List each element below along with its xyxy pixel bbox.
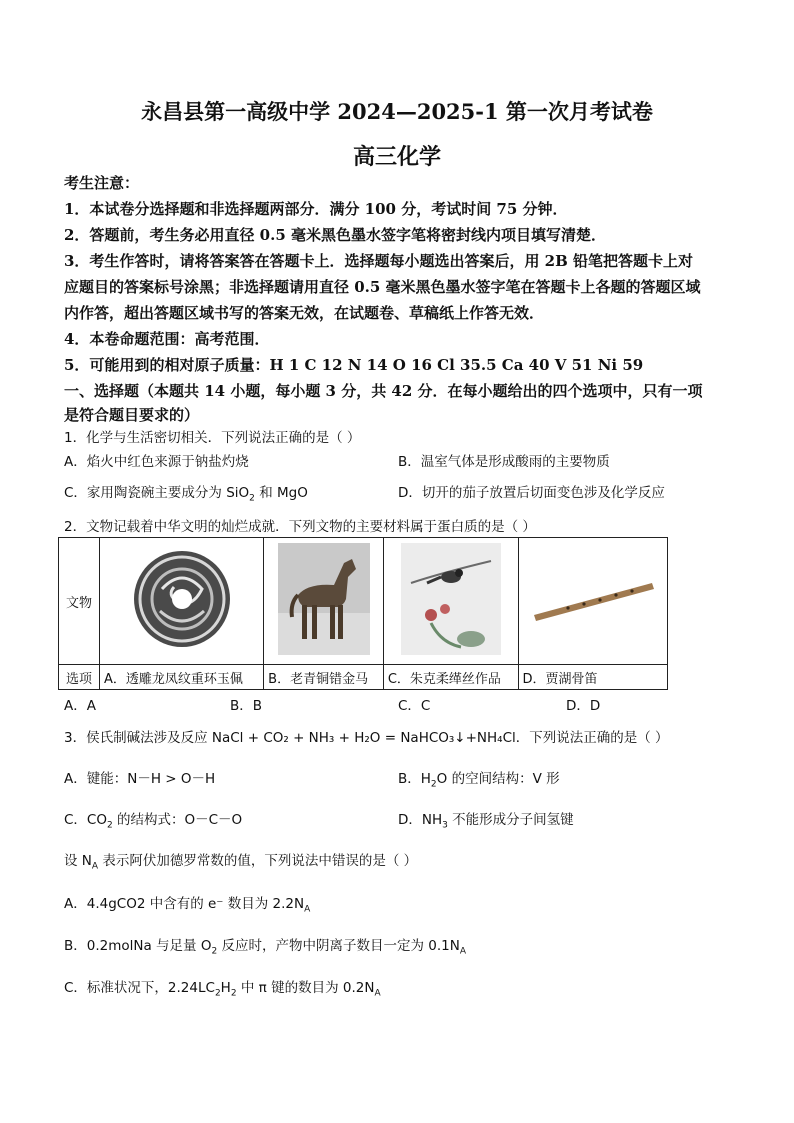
bronze-horse-icon <box>278 543 370 655</box>
q3-option-b: B．$H_2O$ 的空间结构：V 形 <box>398 771 560 790</box>
row-head-option: 选项 <box>59 665 100 690</box>
q4-option-c: C．标准状况下，$2.24LC_2H_2$ 中 π 键的数目为 $0.2N_A$ <box>64 980 381 999</box>
notice-item: 2．答题前，考生务必用直径 0.5 毫米黑色墨水签字笔将密封线内项目填写清楚． <box>64 226 606 244</box>
q2-stem: 2．文物记载着中华文明的灿烂成就．下列文物的主要材料属于蛋白质的是（ ） <box>64 519 536 535</box>
relic-caption-a: A．透雕龙凤纹重环玉佩 <box>100 665 264 690</box>
relic-image-horse <box>264 538 384 665</box>
relic-caption-b: B．老青铜错金马 <box>264 665 384 690</box>
q1-option-b: B．温室气体是形成酸雨的主要物质 <box>398 454 610 470</box>
q3-stem: 3．侯氏制碱法涉及反应 NaCl + CO₂ + NH₃ + H₂O = NaHCO₃↓+NH₄Cl．下列说法正确的是（ ） <box>64 730 669 746</box>
relic-caption-d: D．贾湖骨笛 <box>518 665 667 690</box>
section-heading: 一、选择题（本题共 14 小题，每小题 3 分，共 42 分．在每小题给出的四个选项中，只有一项 <box>64 382 703 400</box>
notice-heading: 考生注意： <box>64 174 140 192</box>
notice-item: 1．本试卷分选择题和非选择题两部分．满分 100 分，考试时间 75 分钟． <box>64 200 568 218</box>
relic-image-jade <box>100 538 264 665</box>
q3-option-a: A．键能：N－H > O－H <box>64 771 216 787</box>
notice-item: 3．考生作答时，请将答案答在答题卡上．选择题每小题选出答案后，用 2B 铅笔把答题卡上对 <box>64 252 694 270</box>
row-head-relic: 文物 <box>59 538 100 665</box>
bone-flute-icon <box>528 569 658 629</box>
notice-item: 应题目的答案标号涂黑；非选择题请用直径 0.5 毫米黑色墨水签字笔在答题卡上各题的答题区域 <box>64 278 701 296</box>
jade-pendant-icon <box>122 539 242 659</box>
relic-image-flute <box>518 538 667 665</box>
q3-option-d: D．$NH_3$ 不能形成分子间氢键 <box>398 812 574 831</box>
q2-option-a: A．A <box>64 698 96 714</box>
q1-option-c: C．家用陶瓷碗主要成分为 SiO$_2$ 和 MgO <box>64 485 308 504</box>
relic-caption-c: C．朱克柔缂丝作品 <box>383 665 518 690</box>
q2-option-b: B．B <box>230 698 263 714</box>
q3-option-c: C．$CO_2$ 的结构式：O－C－O <box>64 812 243 831</box>
q1-option-d: D．切开的茄子放置后切面变色涉及化学反应 <box>398 485 665 501</box>
notice-item: 5．可能用到的相对原子质量：H 1 C 12 N 14 O 16 Cl 35.5 Ca 40 V 51 Ni 59 <box>64 356 644 374</box>
q2-option-c: C．C <box>398 698 431 714</box>
notice-item: 4．本卷命题范围：高考范围． <box>64 330 270 348</box>
relics-table <box>58 537 668 690</box>
q1-option-a: A．焰火中红色来源于钠盐灼烧 <box>64 454 249 470</box>
exam-subtitle: 高三化学 <box>352 144 441 170</box>
notice-item: 内作答，超出答题区域书写的答案无效，在试题卷、草稿纸上作答无效． <box>64 304 545 322</box>
silk-tapestry-icon <box>401 543 501 655</box>
q4-option-a: A．4.4gCO2 中含有的 e⁻ 数目为 $2.2N_A$ <box>64 896 311 915</box>
section-heading-cont: 是符合题目要求的） <box>64 406 200 424</box>
q4-stem: 设 $N_A$ 表示阿伏加德罗常数的值，下列说法中错误的是（ ） <box>64 853 418 872</box>
q2-option-d: D．D <box>566 698 601 714</box>
q1-stem: 1．化学与生活密切相关．下列说法正确的是（ ） <box>64 430 361 446</box>
exam-title: 永昌县第一高级中学 2024—2025-1 第一次月考试卷 <box>141 99 653 124</box>
relic-image-silk <box>383 538 518 665</box>
q4-option-b: B．0.2molNa 与足量 $O_2$ 反应时，产物中阴离子数目一定为 $0.1N_A$ <box>64 938 467 957</box>
